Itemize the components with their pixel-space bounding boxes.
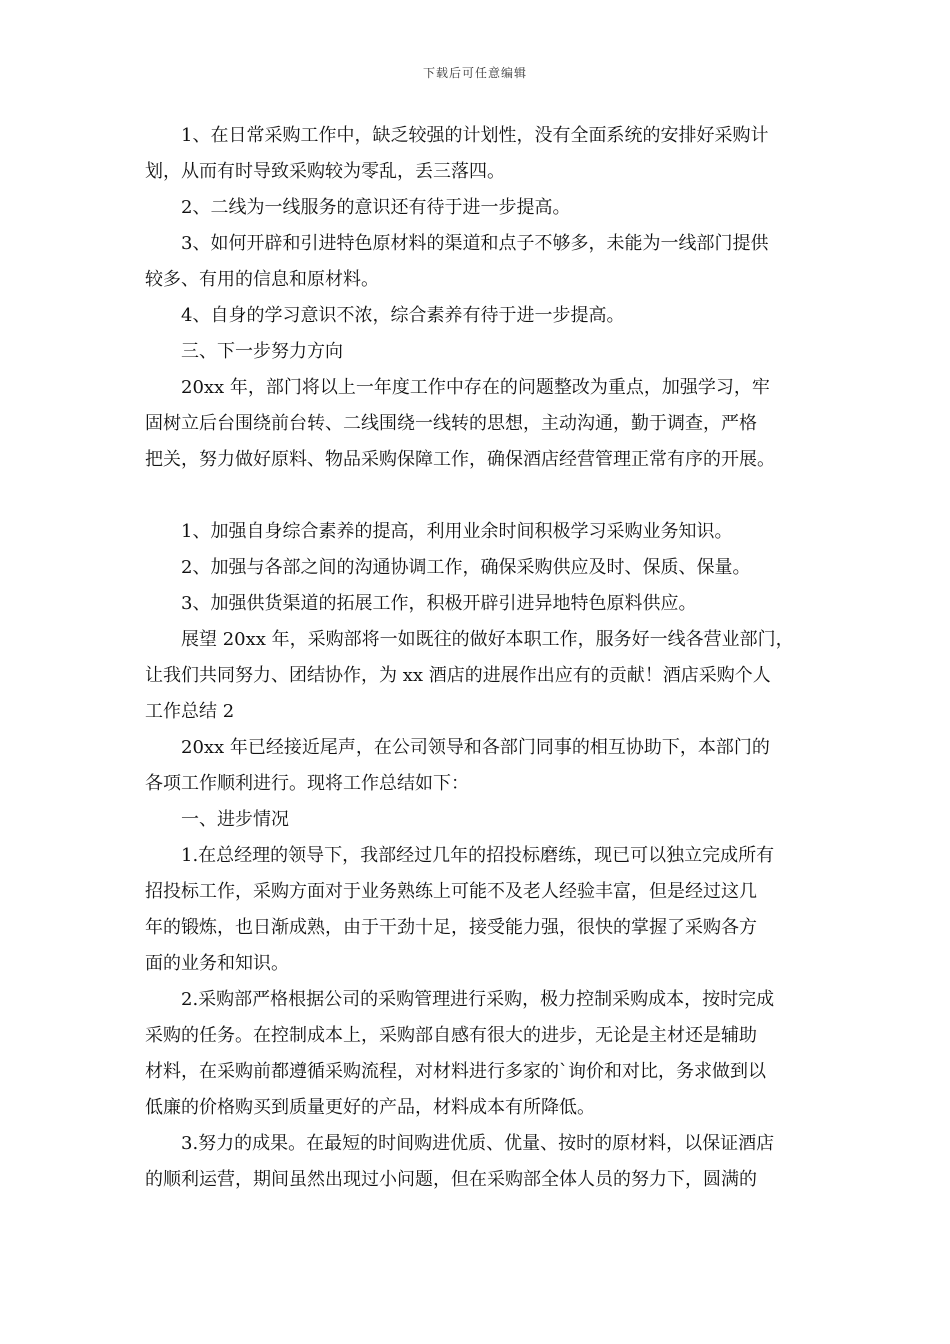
text-line: 低廉的价格购买到质量更好的产品，材料成本有所降低。: [145, 1097, 595, 1118]
text-line: 20xx 年，部门将以上一年度工作中存在的问题整改为重点，加强学习，牢: [145, 377, 770, 398]
text-line: 工作总结 2: [145, 701, 235, 722]
page-header: 下载后可任意编辑: [422, 66, 527, 80]
text-line: 各项工作顺利进行。现将工作总结如下：: [145, 773, 469, 794]
text-line: 把关，努力做好原料、物品采购保障工作，确保酒店经营管理正常有序的开展。: [145, 449, 775, 470]
text-line: 2、加强与各部之间的沟通协调工作，确保采购供应及时、保质、保量。: [145, 557, 751, 578]
text-line: 1、在日常采购工作中，缺乏较强的计划性，没有全面系统的安排好采购计: [145, 125, 769, 146]
text-line: 固树立后台围绕前台转、二线围绕一线转的思想，主动沟通，勤于调查，严格: [145, 413, 757, 434]
text-line: 3、加强供货渠道的拓展工作，积极开辟引进异地特色原料供应。: [145, 593, 697, 614]
text-line: 2.采购部严格根据公司的采购管理进行采购，极力控制采购成本，按时完成: [145, 989, 775, 1010]
text-line: 1、加强自身综合素养的提高，利用业余时间积极学习采购业务知识。: [145, 521, 733, 542]
text-line: 4、自身的学习意识不浓，综合素养有待于进一步提高。: [145, 305, 625, 326]
text-line: 2、二线为一线服务的意识还有待于进一步提高。: [145, 197, 571, 218]
text-line: 采购的任务。在控制成本上，采购部自感有很大的进步，无论是主材还是辅助: [145, 1025, 757, 1046]
text-line: 较多、有用的信息和原材料。: [145, 269, 379, 290]
text-line: 一、进步情况: [145, 809, 289, 830]
document-body: [145, 118, 805, 1198]
paragraph-gap: [145, 478, 805, 514]
text-line: 三、下一步努力方向: [145, 341, 343, 362]
text-line: 面的业务和知识。: [145, 953, 289, 974]
text-line: 材料，在采购前都遵循采购流程，对材料进行多家的`询价和对比，务求做到以: [145, 1061, 766, 1082]
text-line: 20xx 年已经接近尾声，在公司领导和各部门同事的相互协助下，本部门的: [145, 737, 770, 758]
text-line: 招投标工作，采购方面对于业务熟练上可能不及老人经验丰富，但是经过这几: [145, 881, 757, 902]
text-line: 1.在总经理的领导下，我部经过几年的招投标磨练，现已可以独立完成所有: [145, 845, 775, 866]
text-line: 划，从而有时导致采购较为零乱，丢三落四。: [145, 161, 505, 182]
text-line: 展望 20xx 年，采购部将一如既往的做好本职工作，服务好一线各营业部门，: [145, 629, 794, 650]
text-line: 3.努力的成果。在最短的时间购进优质、优量、按时的原材料，以保证酒店: [145, 1133, 775, 1154]
text-line: 让我们共同努力、团结协作，为 xx 酒店的进展作出应有的贡献！酒店采购个人: [145, 665, 771, 686]
text-line: 年的锻炼，也日渐成熟，由于干劲十足，接受能力强，很快的掌握了采购各方: [145, 917, 757, 938]
text-line: 的顺利运营，期间虽然出现过小问题，但在采购部全体人员的努力下，圆满的: [145, 1169, 757, 1190]
text-line: 3、如何开辟和引进特色原材料的渠道和点子不够多，未能为一线部门提供: [145, 233, 769, 254]
